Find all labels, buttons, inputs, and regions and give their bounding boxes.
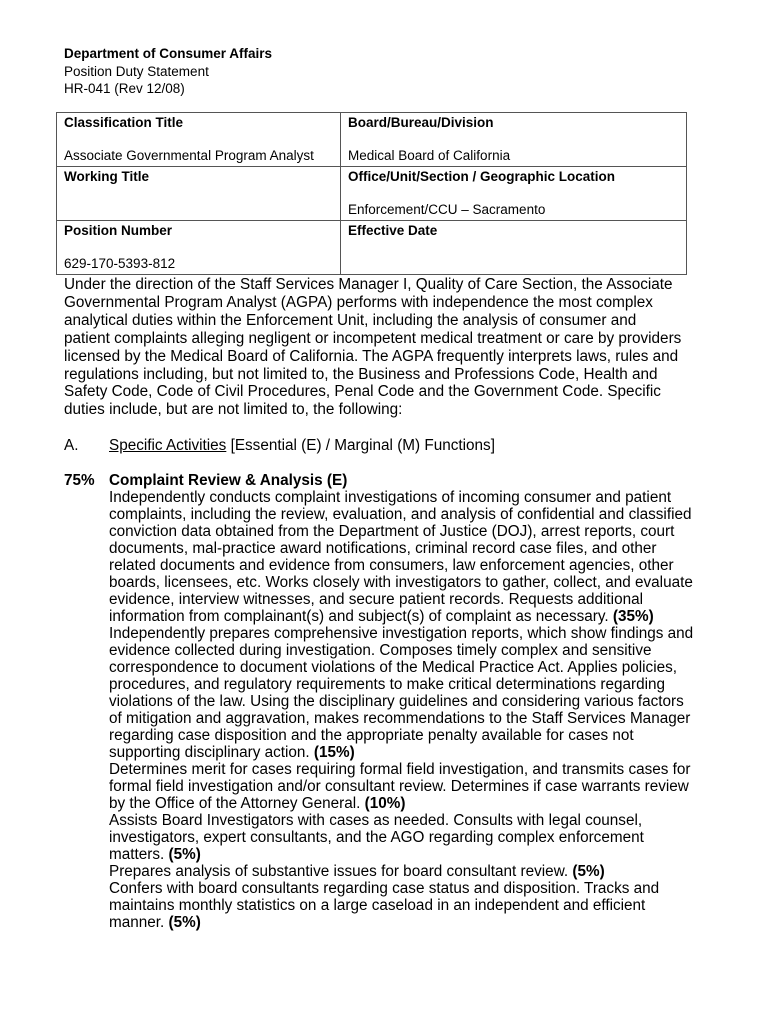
position-info-table [56,112,687,275]
intro-paragraph: Under the direction of the Staff Services Manager I, Quality of Care Section, the Associate Governmental Program Analyst (AGPA) performs with independence the most complex analytical duties within the Enforcement Unit, including the analysis of consumer and patient complaints alleging negligent or incompetent medical treatment or care by providers licensed by the Medical Board of California. The AGPA frequently interprets laws, rules and regulations including, but not limited to, the Business and Professions Code, Health and Safety Code, Code of Civil Procedures, Penal Code and the Government Code. Specific duties include, but are not limited to, the following: [64,276,682,419]
position-number-value: 629-170-5393-812 [64,255,176,271]
classification-title-cell [57,113,341,167]
function-legend: [Essential (E) / Marginal (M) Functions] [226,437,495,454]
office-label: Office/Unit/Section / Geographic Location [348,169,616,184]
classification-title-value: Associate Governmental Program Analyst [64,147,314,163]
duty-item-percent: (10%) [364,795,406,812]
form-title: Position Duty Statement [64,63,209,79]
specific-activities-label: Specific Activities [109,437,227,454]
duty-item [109,489,699,625]
working-title-label: Working Title [64,169,150,184]
working-title-cell [57,167,341,221]
duty-item-text: Independently prepares comprehensive investigation reports, which show findings and evidence collected during investigation. Composes timely complex and sensitive correspondence to document violations of the Medical Practice Act. Applies policies, procedures, and regulatory requirements to make critical determinations regarding violations of the law. Using the disciplinary guidelines and considering various factors of mitigation and aggravation, makes recommendations to the Staff Services Manager regarding case disposition and the appropriate penalty available for cases not supporting disciplinary action. [109,625,694,761]
section-letter: A. [64,437,79,454]
duty-item-percent: (5%) [168,846,201,863]
document-header [64,45,272,98]
duty-item-text: Determines merit for cases requiring formal field investigation, and transmits cases for formal field investigation and/or consultant review. Determines if case warrants review by the Office of the Attorney General. [109,761,691,812]
office-value: Enforcement/CCU – Sacramento [348,201,546,217]
duty-item-percent: (5%) [572,863,605,880]
duty-item-percent: (5%) [168,914,201,931]
duty-item-text: Confers with board consultants regarding case status and disposition. Tracks and maintains monthly statistics on a large caseload in an independent and efficient manner. [109,880,660,931]
duty-item [109,880,699,931]
office-cell [341,167,687,221]
position-number-label: Position Number [64,223,173,238]
duty-item-percent: (15%) [313,744,355,761]
board-label: Board/Bureau/Division [348,115,494,130]
duty-item [109,812,699,863]
duty-item [109,863,699,880]
position-number-cell [57,221,341,275]
duty-item-text: Independently conducts complaint investigations of incoming consumer and patient complaints, including the review, evaluation, and analysis of confidential and classified conviction data obtained from the Department of Justice (DOJ), arrest reports, court documents, mal-practice award notifications, criminal record case files, and other related documents and evidence from consumers, law enforcement agencies, other boards, licensees, etc. Works closely with investigators to gather, collect, and evaluate evidence, interview witnesses, and secure patient records. Requests additional information from complainant(s) and subject(s) of complaint as necessary. [109,489,693,625]
department-name: Department of Consumer Affairs [64,46,273,61]
duty-title: Complaint Review & Analysis (E) [109,472,348,489]
duty-item-text: Prepares analysis of substantive issues for board consultant review. [109,863,573,880]
duty-percent: 75% [64,472,95,489]
board-cell [341,113,687,167]
section-a-heading [64,437,495,455]
duty-body [109,472,699,931]
effective-date-cell [341,221,687,275]
effective-date-label: Effective Date [348,223,438,238]
classification-title-label: Classification Title [64,115,184,130]
form-number: HR-041 (Rev 12/08) [64,81,185,96]
duty-item [109,625,699,761]
duty-item [109,761,699,812]
board-value: Medical Board of California [348,147,511,163]
duty-item-percent: (35%) [612,608,654,625]
duty-item-text: Assists Board Investigators with cases as needed. Consults with legal counsel, investigators, expert consultants, and the AGO regarding complex enforcement matters. [109,812,644,863]
